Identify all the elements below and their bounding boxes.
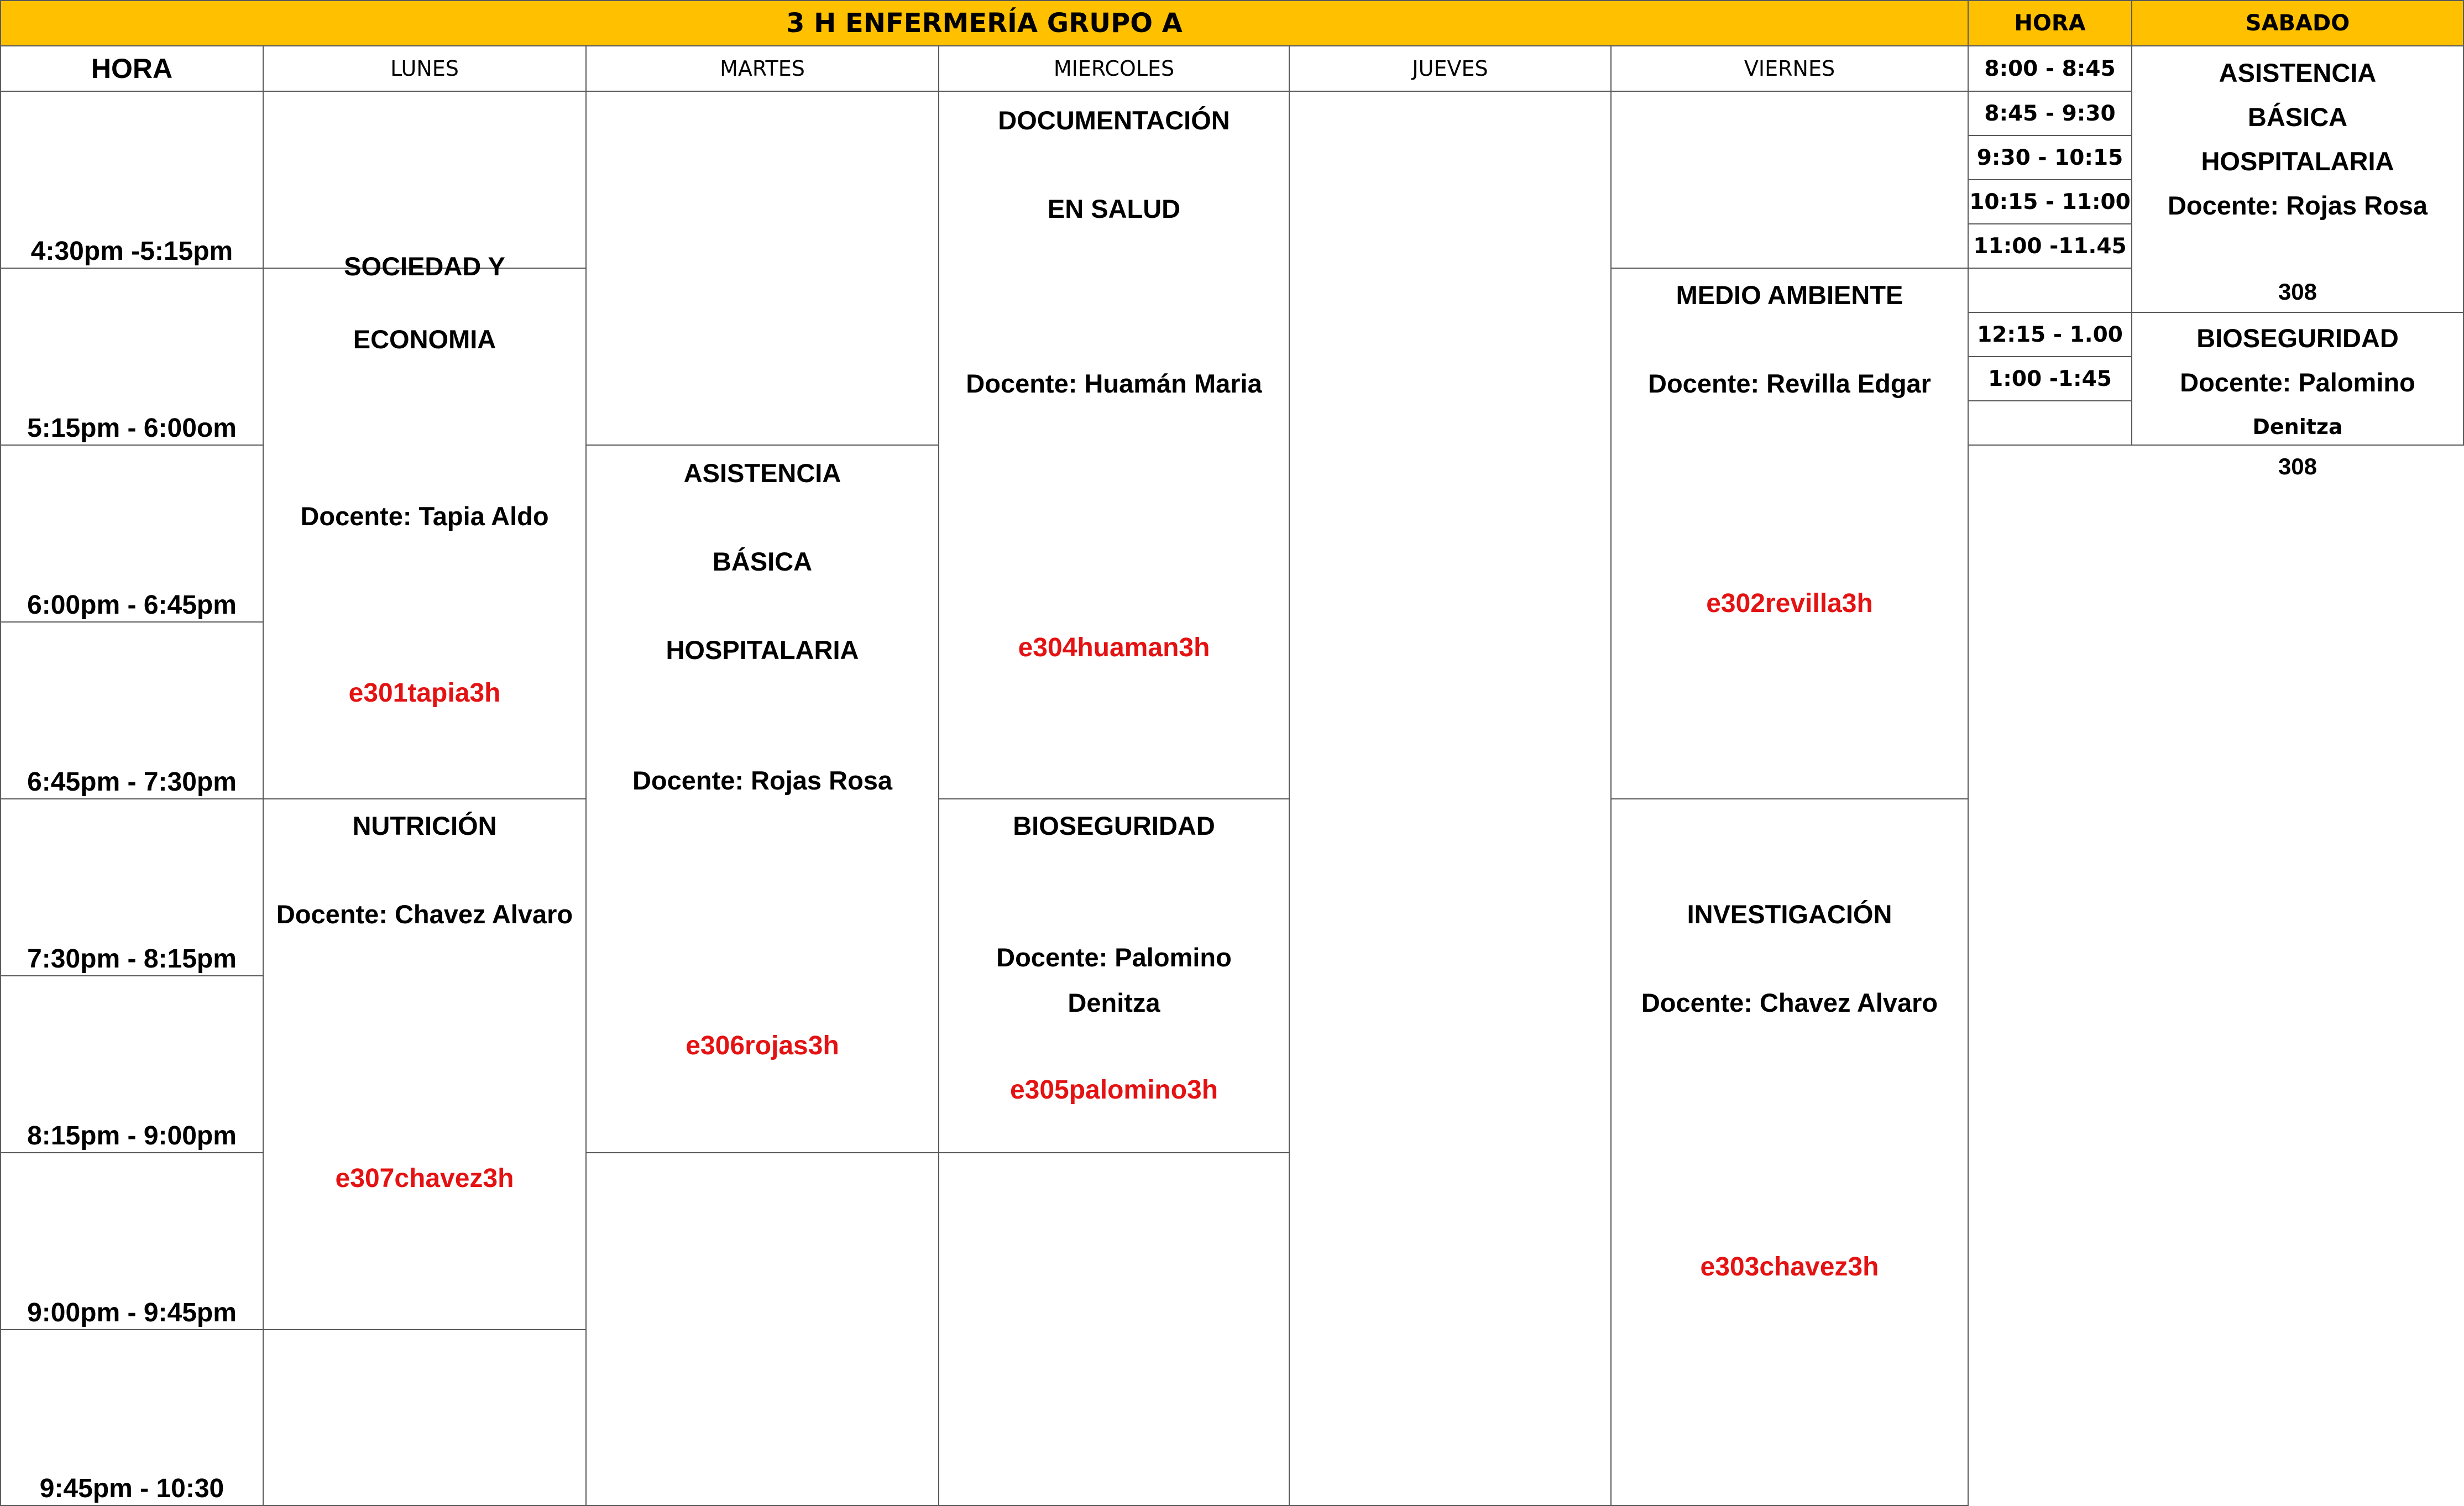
course-name-line3: HOSPITALARIA: [666, 635, 859, 665]
course-name: INVESTIGACIÓN: [1687, 900, 1892, 929]
docente-text: Docente: Rojas Rosa: [632, 766, 893, 795]
class-code: e307chavez3h: [335, 1164, 514, 1193]
course-name-line2: BÁSICA: [712, 547, 813, 576]
course-name: ECONOMIA: [353, 325, 496, 354]
course-name: BIOSEGURIDAD: [1013, 811, 1215, 840]
col-header-viernes: VIERNES: [1610, 45, 1969, 92]
time-slot-6: 8:15pm - 9:00pm: [0, 975, 264, 1153]
col-header-miercoles: MIERCOLES: [938, 45, 1290, 92]
sat-time-4: 10:15 - 11:00: [1968, 179, 2132, 224]
course-medio-ambiente: [1610, 268, 1969, 799]
course-name-line1: ASISTENCIA: [683, 458, 841, 488]
class-code: e306rojas3h: [686, 1031, 839, 1060]
course-investigacion: [1610, 798, 1969, 1506]
time-slot-1: 4:30pm -5:15pm: [0, 91, 264, 269]
time-slot-3: 6:00pm - 6:45pm: [0, 445, 264, 623]
sat-time-7: 1:00 -1:45: [1968, 356, 2132, 401]
saturday-day-header: SABADO: [2131, 0, 2464, 46]
room-number: 308: [2278, 279, 2317, 305]
course-sociedad-economia: [263, 252, 587, 799]
docente-name-line2: Denitza: [2252, 415, 2343, 439]
class-code: e305palomino3h: [1009, 1075, 1218, 1105]
class-code: e302revilla3h: [1706, 589, 1873, 618]
sat-time-empty: [1968, 400, 2132, 446]
docente-text: Docente: Palomino: [996, 943, 1232, 972]
course-name-line1: DOCUMENTACIÓN: [998, 106, 1230, 135]
sat-time-6: 12:15 - 1.00: [1968, 312, 2132, 357]
docente-text: Docente: Huamán Maria: [966, 369, 1262, 398]
course-nutricion: [263, 798, 587, 1330]
course-asistencia-basica: [585, 445, 939, 1153]
course-documentacion: [938, 91, 1290, 799]
sat-room-number-2: 308: [2278, 453, 2317, 479]
course-name-line2: EN SALUD: [1047, 194, 1181, 223]
time-slot-7: 9:00pm - 9:45pm: [0, 1152, 264, 1330]
docente-text: Docente: Chavez Alvaro: [276, 900, 573, 929]
docente-name-line2: Denitza: [1068, 988, 1160, 1017]
class-code: e301tapia3h: [348, 678, 501, 708]
martes-empty-1: [585, 91, 939, 446]
viernes-empty-1: [1610, 91, 1969, 269]
saturday-hora-header: HORA: [1968, 0, 2132, 46]
schedule-title-text: 3 H ENFERMERÍA GRUPO A: [786, 8, 1183, 39]
martes-empty-2: [585, 1152, 939, 1506]
jueves-empty: [1289, 91, 1612, 1506]
docente-text: Docente: Palomino: [2180, 368, 2415, 397]
lunes-empty-1: [263, 91, 587, 269]
sat-course-asistencia: [2131, 45, 2464, 313]
time-slot-4: 6:45pm - 7:30pm: [0, 621, 264, 799]
sat-time-1: 8:00 - 8:45: [1968, 45, 2132, 92]
time-slot-5: 7:30pm - 8:15pm: [0, 798, 264, 976]
class-code: e303chavez3h: [1700, 1252, 1879, 1282]
class-code: e304huaman3h: [1018, 633, 1210, 662]
course-name-partial: SOCIEDAD Y: [344, 252, 505, 281]
course-name-line1: ASISTENCIA: [2219, 58, 2377, 87]
course-name: NUTRICIÓN: [352, 811, 497, 840]
miercoles-empty: [938, 1152, 1290, 1506]
sat-time-3: 9:30 - 10:15: [1968, 135, 2132, 180]
course-name-line3: HOSPITALARIA: [2201, 147, 2394, 176]
course-name: MEDIO AMBIENTE: [1676, 280, 1903, 310]
time-slot-2: 5:15pm - 6:00om: [0, 268, 264, 446]
docente-text: Docente: Tapia Aldo: [300, 501, 549, 531]
course-name-line2: BÁSICA: [2247, 102, 2348, 132]
course-name: BIOSEGURIDAD: [2196, 323, 2399, 353]
col-header-lunes: LUNES: [263, 45, 587, 92]
course-bioseguridad: [938, 798, 1290, 1153]
sat-time-break: [1968, 268, 2132, 313]
time-slot-8: 9:45pm - 10:30: [0, 1329, 264, 1506]
lunes-empty-2: [263, 1329, 587, 1506]
col-header-martes: MARTES: [585, 45, 939, 92]
col-header-hora: HORA: [0, 45, 264, 92]
sat-course-bioseguridad: [2131, 312, 2464, 446]
schedule-title: [0, 0, 1969, 46]
sat-time-5: 11:00 -11.45: [1968, 223, 2132, 269]
col-header-jueves: JUEVES: [1289, 45, 1612, 92]
docente-text: Docente: Revilla Edgar: [1648, 369, 1931, 398]
docente-text: Docente: Chavez Alvaro: [1641, 988, 1938, 1017]
docente-text: Docente: Rojas Rosa: [2167, 191, 2428, 220]
sat-time-2: 8:45 - 9:30: [1968, 91, 2132, 136]
